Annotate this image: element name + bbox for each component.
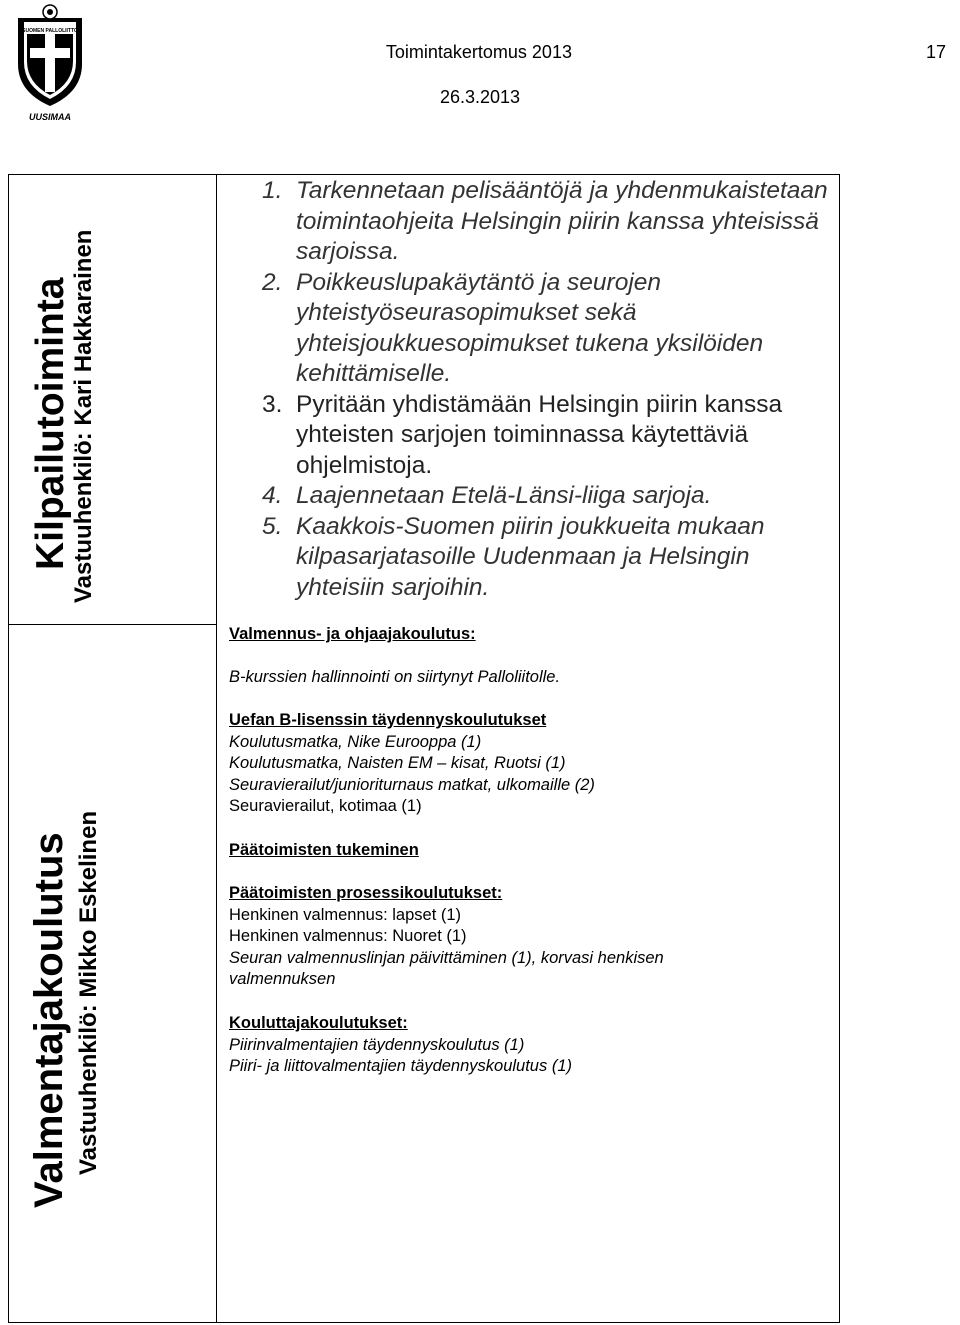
svg-text:UUSIMAA: UUSIMAA: [29, 112, 71, 122]
list-item: 5. Kaakkois-Suomen piirin joukkueita mukaan kilpasarjatasoille Uudenmaan ja Helsingin yhteisiin sarjoihin.: [262, 512, 765, 601]
list-item: Piirinvalmentajien täydennyskoulutus (1): [229, 1035, 525, 1054]
svg-text:SUOMEN PALLOLIITTO: SUOMEN PALLOLIITTO: [22, 28, 78, 34]
list-item: 3. Pyritään yhdistämään Helsingin piirin kanssa yhteisten sarjojen toiminnassa käytettäviä ohjelmistoja.: [262, 390, 783, 479]
uefa-block: [229, 710, 829, 818]
list-item: Henkinen valmennus: lapset (1): [229, 905, 462, 924]
fulltime-support-heading: Päätoimisten tukeminen: [229, 841, 419, 859]
process-heading: Päätoimisten prosessikoulutukset:: [229, 884, 503, 902]
b-courses-note: B-kurssien hallinnointi on siirtynyt Palloliitolle.: [229, 668, 561, 686]
process-block: [229, 883, 829, 991]
list-item: Seuravierailut/junioriturnaus matkat, ulkomaille (2): [229, 775, 595, 794]
document-date: 26.3.2013: [439, 87, 521, 107]
list-item: 2. Poikkeuslupakäytäntö ja seurojen yhteistyöseurasopimukset sekä yhteisjoukkuesopimukset tukena yksilöiden kehittämiselle.: [262, 268, 764, 387]
page-number: 17: [925, 42, 946, 62]
list-item: Seuran valmennuslinjan päivittäminen (1), korvasi henkisen valmennuksen: [229, 948, 664, 988]
trainer-heading: Kouluttajakoulutukset:: [229, 1014, 408, 1032]
competition-goals-list: [262, 176, 832, 603]
document-header: [386, 42, 946, 63]
competition-section-title: Kilpailutoiminta: [29, 277, 72, 570]
competition-responsible: Vastuuhenkilö: Kari Hakkarainen: [70, 229, 97, 603]
document-title: Toimintakertomus 2013: [385, 42, 572, 62]
section-separator: [8, 624, 216, 625]
list-item: Henkinen valmennus: Nuoret (1): [229, 927, 467, 945]
trainer-block: [229, 1013, 829, 1078]
list-item: Piiri- ja liittovalmentajien täydennyskoulutus (1): [229, 1057, 572, 1075]
list-item: 1. Tarkennetaan pelisääntöjä ja yhdenmukaistetaan toimintaohjeita Helsingin piirin kanssa yhteisissä sarjoissa.: [262, 177, 828, 265]
coaching-heading: Valmennus- ja ohjaajakoulutus:: [229, 625, 476, 643]
list-item: Koulutusmatka, Naisten EM – kisat, Ruotsi (1): [229, 754, 566, 772]
list-item: Seuravierailut, kotimaa (1): [229, 797, 422, 815]
coaching-section-title: Valmentajakoulutus: [27, 832, 71, 1208]
uefa-heading: Uefan B-lisenssin täydennyskoulutukset: [229, 711, 547, 729]
coaching-responsible: Vastuuhenkilö: Mikko Eskelinen: [75, 810, 102, 1175]
list-item: 4. Laajennetaan Etelä-Länsi-liiga sarjoja.: [262, 482, 712, 509]
list-item: Koulutusmatka, Nike Eurooppa (1): [229, 732, 482, 751]
